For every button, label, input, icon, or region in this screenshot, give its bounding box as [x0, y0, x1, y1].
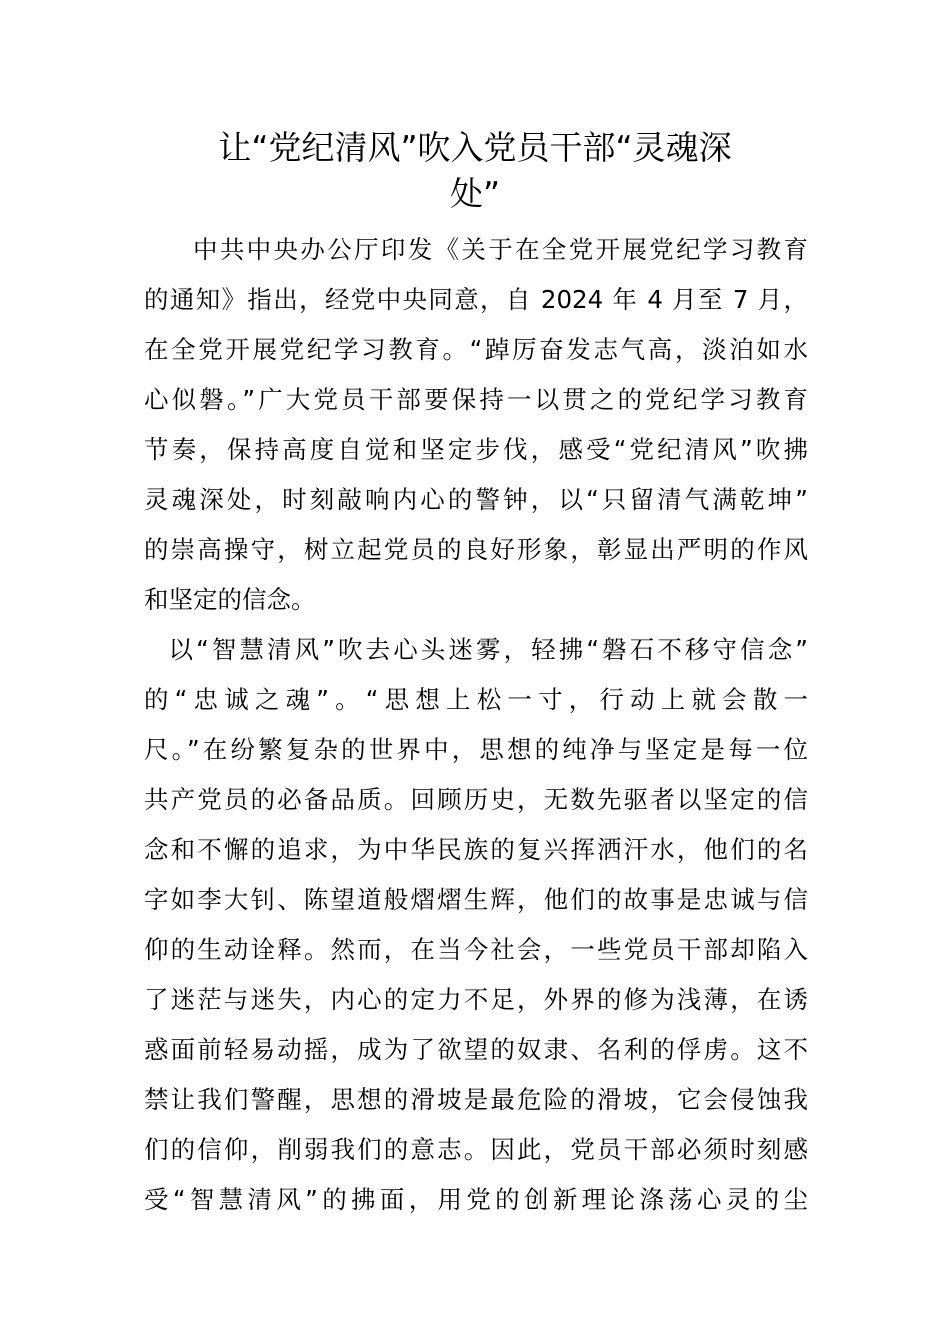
- paragraph-1-line: 和坚定的信念。: [144, 585, 316, 614]
- paragraph-2-line: 仰的生动诠释。然而，在当今社会，一些党员干部却陷入: [144, 935, 808, 964]
- paragraph-1-line: 中共中央办公厅印发《关于在全党开展党纪学习教育: [193, 235, 808, 264]
- paragraph-1-line: 的崇高操守，树立起党员的良好形象，彰显出严明的作风: [144, 535, 808, 564]
- paragraph-1-line: 灵魂深处，时刻敲响内心的警钟，以“只留清气满乾坤”: [144, 485, 808, 514]
- paragraph-2-line: 禁让我们警醒，思想的滑坡是最危险的滑坡，它会侵蚀我: [144, 1085, 808, 1114]
- paragraph-2-line: 的“忠诚之魂”。“思想上松一寸，行动上就会散一: [144, 685, 808, 714]
- paragraph-2-line: 以“智慧清风”吹去心头迷雾，轻拂“磐石不移守信念”: [168, 635, 808, 664]
- document-title: [150, 125, 800, 217]
- title-line: 让“党纪清风”吹入党员干部“灵魂深: [218, 128, 732, 167]
- paragraph-2-line: 惑面前轻易动摇，成为了欲望的奴隶、名利的俘虏。这不: [144, 1035, 808, 1064]
- paragraph-2-line: 了迷茫与迷失，内心的定力不足，外界的修为浅薄，在诱: [144, 985, 808, 1014]
- paragraph-2-line: 受“智慧清风”的拂面，用党的创新理论涤荡心灵的尘: [144, 1185, 808, 1214]
- paragraph-2-line: 尺。”在纷繁复杂的世界中，思想的纯净与坚定是每一位: [144, 735, 808, 764]
- paragraph-2-line: 字如李大钊、陈望道般熠熠生辉，他们的故事是忠诚与信: [144, 885, 808, 914]
- paragraph-1-line: 的通知》指出，经党中央同意，自 2024 年 4 月至 7 月，: [144, 285, 808, 314]
- paragraph-1-line: 心似磐。”广大党员干部要保持一以贯之的党纪学习教育: [144, 385, 808, 414]
- paragraph-1-line: 在全党开展党纪学习教育。“踔厉奋发志气高，淡泊如水: [144, 335, 808, 364]
- paragraph-2-line: 们的信仰，削弱我们的意志。因此，党员干部必须时刻感: [144, 1135, 808, 1164]
- paragraph-2-line: 念和不懈的追求，为中华民族的复兴挥洒汗水，他们的名: [144, 835, 808, 864]
- paragraph-2-line: 共产党员的必备品质。回顾历史，无数先驱者以坚定的信: [144, 785, 808, 814]
- title-line: 处”: [449, 174, 501, 213]
- paragraph-1-line: 节奏，保持高度自觉和坚定步伐，感受“党纪清风”吹拂: [144, 435, 808, 464]
- document-body: [144, 225, 808, 1225]
